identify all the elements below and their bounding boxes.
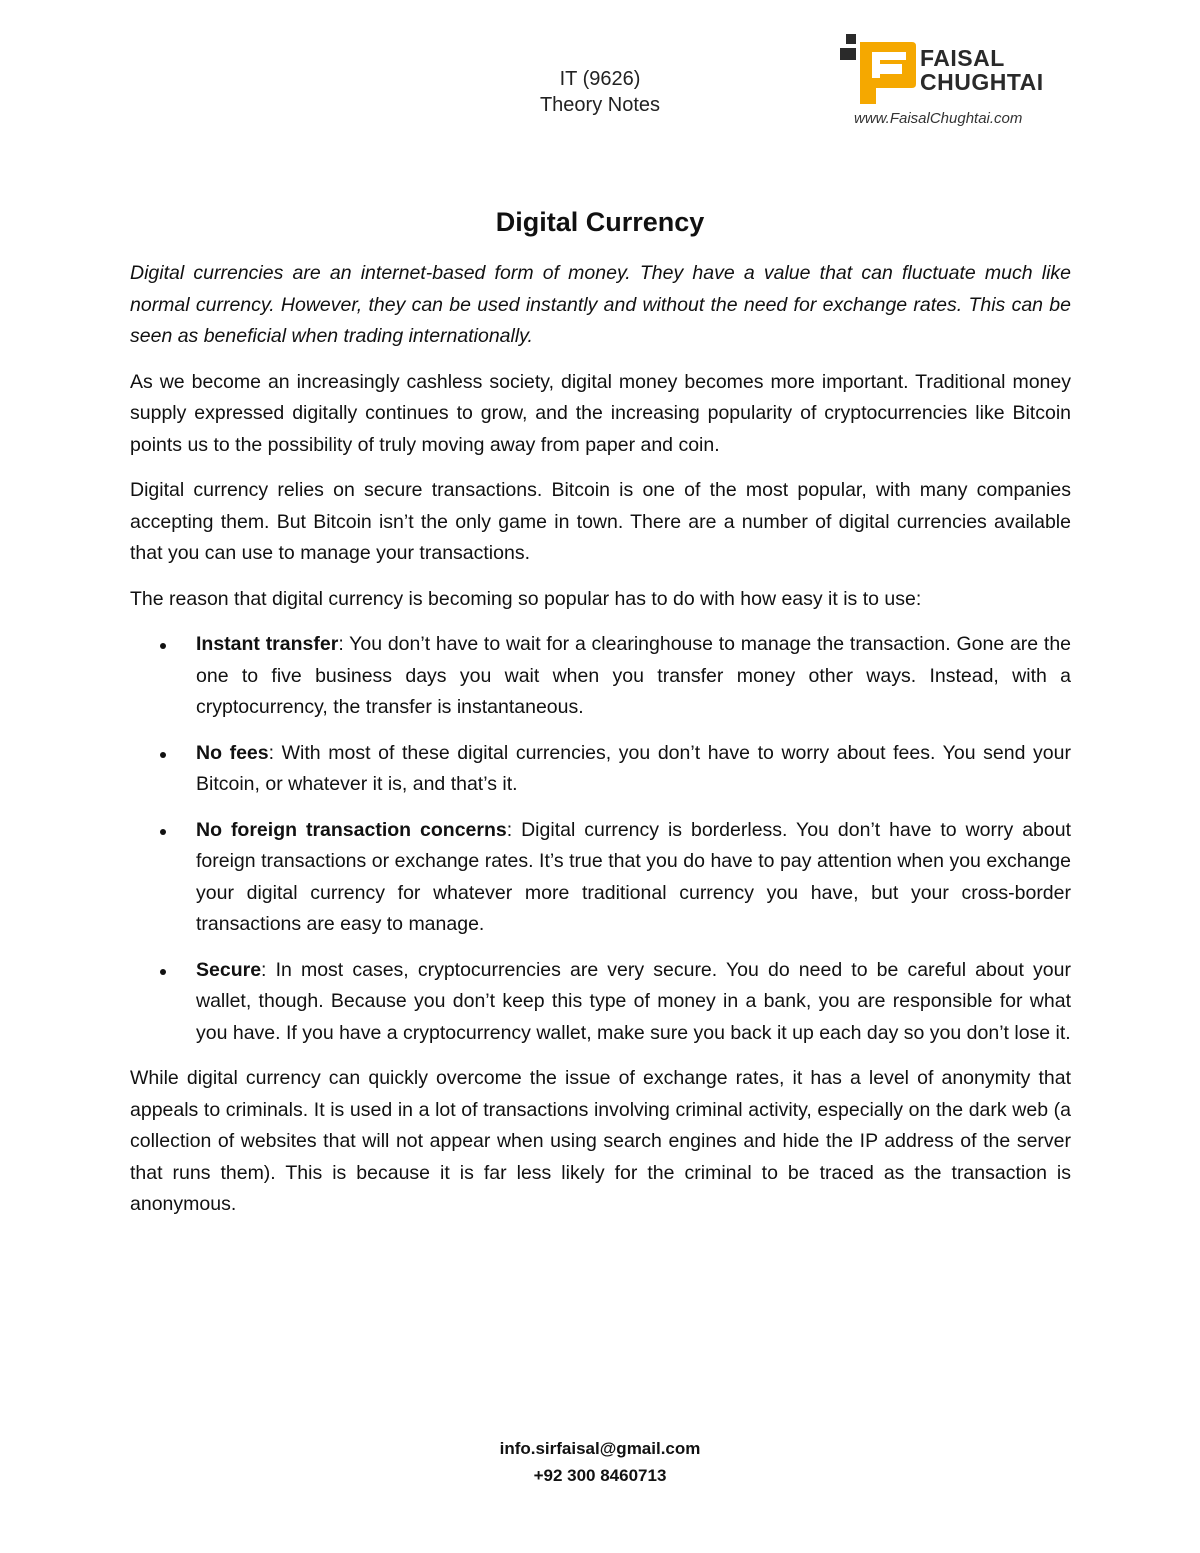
list-item xyxy=(130,629,1071,724)
bullet-text: : In most cases, cryptocurrencies are very secure. You do need to be careful about your wallet, though. Because you don’t keep this type of money in a bank, you are responsible for what you have. If you have a cryptocurrency wallet, make sure you back it up each day so you don’t lose it. xyxy=(196,958,1071,1044)
contact-phone: +92 300 8460713 xyxy=(533,1466,667,1485)
bullet-term: Instant transfer xyxy=(196,633,339,655)
list-item xyxy=(130,738,1071,801)
body-paragraph: Digital currency relies on secure transactions. Bitcoin is one of the most popular, with many companies accepting them. But Bitcoin isn’t the only game in town. There are a number of digital currencies available that you can use to manage your transactions. xyxy=(130,479,1071,564)
logo-mark-icon xyxy=(840,30,920,110)
logo-square-small xyxy=(846,34,856,44)
notes-subtitle: Theory Notes xyxy=(539,94,661,116)
list-item xyxy=(130,815,1071,941)
logo-wordmark xyxy=(920,46,1044,94)
logo-name-line1: FAISAL xyxy=(920,45,1005,71)
benefits-list xyxy=(130,629,1071,1049)
bullet-text: : With most of these digital currencies, you don’t have to worry about fees. You send your Bitcoin, or whatever it is, and that’s it. xyxy=(196,741,1071,795)
page-footer xyxy=(0,1435,1200,1489)
body-paragraph: The reason that digital currency is becoming so popular has to do with how easy it is to use: xyxy=(130,587,922,610)
bullet-icon xyxy=(160,829,166,835)
bullet-term: Secure xyxy=(196,958,262,981)
intro-paragraph: Digital currencies are an internet-based form of money. They have a value that can fluctuate much like normal currency. However, they can be used instantly and without the need for exchange rates. This can be seen as beneficial when trading internationally. xyxy=(130,262,1071,347)
logo-url[interactable]: www.FaisalChughtai.com xyxy=(854,110,1023,127)
list-item xyxy=(130,955,1071,1050)
brand-logo xyxy=(840,30,1080,140)
page-header xyxy=(450,66,750,118)
logo-square-large xyxy=(840,48,856,60)
course-code: IT (9626) xyxy=(559,68,641,90)
closing-paragraph: While digital currency can quickly overcome the issue of exchange rates, it has a level of anonymity that appeals to criminals. It is used in a lot of transactions involving criminal activity, especially on the dark web (a collection of websites that will not appear when using search engines and hide the IP address of the server that runs them). This is because it is far less likely for the criminal to be traced as the transaction is anonymous. xyxy=(130,1067,1071,1215)
body-paragraph: As we become an increasingly cashless society, digital money becomes more important. Traditional money supply expressed digitally continues to grow, and the increasing popularity of cryptocurrencies like Bitcoin points us to the possibility of truly moving away from paper and coin. xyxy=(130,370,1071,456)
bullet-icon xyxy=(160,643,166,649)
bullet-term: No foreign transaction concerns xyxy=(196,818,507,841)
bullet-icon xyxy=(160,969,166,975)
bullet-icon xyxy=(160,752,166,758)
document-body xyxy=(130,258,1071,1235)
bullet-text: : You don’t have to wait for a clearinghouse to manage the transaction. Gone are the one to five business days you wait when you transfer money other ways. Instead, with a cryptocurrency, the transfer is instantaneous. xyxy=(196,633,1072,718)
bullet-term: No fees xyxy=(196,741,269,764)
contact-email[interactable]: info.sirfaisal@gmail.com xyxy=(499,1439,701,1458)
bullet-text: : Digital currency is borderless. You don’t have to worry about foreign transactions or exchange rates. It’s true that you do have to pay attention when you exchange your digital currency for whatever more traditional currency you have, but your cross-border transactions are easy to manage. xyxy=(196,818,1071,935)
logo-name-line2: CHUGHTAI xyxy=(920,69,1044,95)
page-title: Digital Currency xyxy=(495,207,705,237)
